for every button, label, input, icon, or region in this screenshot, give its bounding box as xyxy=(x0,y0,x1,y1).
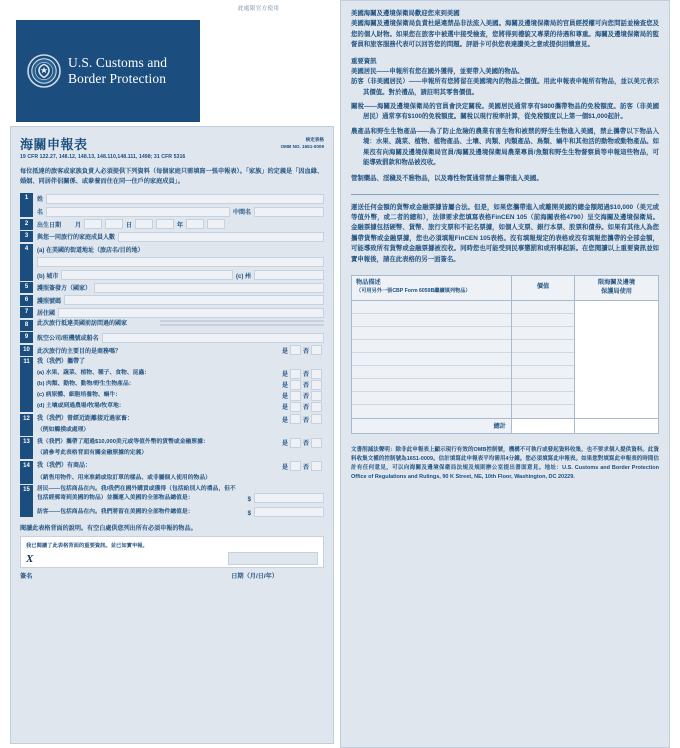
yes-label: 是 xyxy=(281,441,288,448)
carrying-d-label: (d) 土壤或到過農場/牧場/牧草地： xyxy=(37,403,125,410)
signature-date-input[interactable] xyxy=(228,552,318,565)
question-3 xyxy=(20,231,324,242)
table-row[interactable] xyxy=(352,379,511,392)
signature-block xyxy=(20,536,324,568)
table-total-row xyxy=(352,418,658,433)
birthdate-label: 出生日期 xyxy=(37,222,62,229)
question-7 xyxy=(20,307,324,318)
carrying-d-yes-checkbox[interactable] xyxy=(290,402,301,412)
yes-no-group xyxy=(282,461,324,471)
state-label: (c) 州 xyxy=(235,273,251,280)
dhs-cbp-seal-icon xyxy=(27,54,61,88)
table-row[interactable] xyxy=(512,301,574,314)
table-row[interactable] xyxy=(352,392,511,405)
paperwork-reduction-act-notice: 文書削減法聲明：除非此申報表上顯示現行有效的OMB控制號，機構不可執行或發起資料收集，也不要求個人提供資料。此資料收集文權的控制號為1651-0009。估計填寫此申報表平均需用4分鐘。您必須填寫此申報表。如果您對填寫此申報表的時間估計有任何意見，可以向海關及邊境保衛局法規及規則辦公室提出書面意見。地址：U.S. Customs and Border Protection Office of Regulations and Rulings, 90 K Street, NE, 10th Floor, Washington, DC 20229. xyxy=(351,446,659,480)
yes-label: 是 xyxy=(281,417,288,424)
commercial-goods-sublabel: （銷售用物件、用來准銷或取訂單的樣品、或非屬個人使用的物品） xyxy=(37,474,211,481)
table-row[interactable] xyxy=(352,327,511,340)
question-number: 4 xyxy=(20,244,33,281)
question-9 xyxy=(20,332,324,343)
countries-visited-input-1[interactable] xyxy=(160,320,324,322)
signature-line xyxy=(26,552,318,565)
question-12 xyxy=(20,414,324,436)
form-instructions: 每位抵達的旅客或家族負責人必須提供下列資料（每個家庭只需填寫一張申報表）。「家族」的定義是「因血緣、婚姻、同居伴侶關係、或豢養而住在同一住戶的家庭成員」。 xyxy=(20,168,324,185)
omb-approved-label: 核定表格 xyxy=(305,137,324,142)
question-8 xyxy=(20,320,324,331)
carrying-c-no-checkbox[interactable] xyxy=(311,391,322,401)
important-info-heading: 重要資訊 xyxy=(351,57,377,65)
year-label: 年 xyxy=(177,222,184,229)
flight-number-label: 航空公司/班機號或船名 xyxy=(37,336,99,343)
question-number: 7 xyxy=(20,307,33,318)
visitors-total-label: 訪客——包括商品在內。我們將留在美國的全部物件總值是： xyxy=(37,508,194,515)
question-13 xyxy=(20,437,324,459)
cbp-use-column-header xyxy=(574,276,658,300)
agriculture-paragraph: 農產品和野生生物產品——為了防止危險的農業有害生物和被禁的野生生物進入美國，禁止攜帶以下物品入境：水果、蔬菜、植物、植物產品、土壤、肉類、肉類產品、鳥類、蝸牛和其他活的動物或動物產品。如果沒有向海關及邊境保衛局官員/海關及邊境保衛局農業專員/魚類和野生生物督察員等申報這些物品，可能導致罰款和物品被沒收。 xyxy=(351,127,659,166)
question-number: 6 xyxy=(20,295,33,306)
residents-total-label: 居民——包括商品在內。我/我們在國外購買或獲得（包括給別人的禮品，但不包括經郵寄到美國的物品）並攜運入美國的全部物品總值是： xyxy=(37,486,236,501)
middle-name-label: 中間名 xyxy=(232,210,251,217)
us-address-input[interactable] xyxy=(37,257,324,267)
commercial-goods-label: 我（我們）有商品： xyxy=(37,462,92,469)
cfr-citation: 19 CFR 122.27, 148.12, 148.13, 148.110,148.111, 1498; 31 CFR 5316 xyxy=(20,154,186,160)
visitors-paragraph: 訪客（非美國居民）——申報所有您將留在美國境內的物品之價值。用此申報表申報所有物品，並以美元表示其價值。對於禮品，請註明其零售價值。 xyxy=(351,78,659,96)
no-label: 否 xyxy=(302,417,309,424)
total-value-input[interactable] xyxy=(511,419,574,433)
carrying-a-yes-checkbox[interactable] xyxy=(290,369,301,379)
cbp-official-use-column xyxy=(574,301,658,418)
currency-sublabel: （請參考此表格背面有關金融票據的定義） xyxy=(37,450,148,457)
passport-number-input[interactable] xyxy=(64,295,324,305)
commercial-goods-no-checkbox[interactable] xyxy=(311,461,322,471)
value-column xyxy=(511,301,574,418)
carrying-a-no-checkbox[interactable] xyxy=(311,369,322,379)
question-number: 9 xyxy=(20,332,33,343)
question-number: 14 xyxy=(20,461,33,484)
signature-x-mark: X xyxy=(26,552,34,565)
countries-visited-input-2[interactable] xyxy=(160,324,324,326)
welcome-body: 美國海關及邊境保衛局負責杜絕違禁品非法流入美國。海關及邊境保衛局的官員經授權可向您問話並檢查您及您的個人財物。如果您在旅客中被選中接受檢查，您將得到禮貌又專業的待遇和尊重。海關及邊境保衛局的監督員和旅客服務代表可以回答您的問題。評語卡可供您表達讚美之意或提供回饋意見。 xyxy=(351,20,659,49)
omb-number: OMB NO. 1651-0009 xyxy=(280,143,324,149)
signature-caption: 簽名 xyxy=(20,572,33,580)
carrying-c-label: (c) 病原體、細胞培養物、蝸牛： xyxy=(37,392,122,399)
countries-visited-label: 此次旅行抵達美國前訪問過的國家 xyxy=(37,320,128,327)
description-header-line1: 物品描述 xyxy=(356,278,381,286)
total-label: 總計 xyxy=(493,422,506,430)
currency-paragraph: 運送任何金額的貨幣或金融票據皆屬合法。但是，如果您攜帶進入或離開美國的總金額超過$10,000（美元或等值外幣，或二者的總和），法律要求您填寫表格FinCEN 105（前海關表格4790）呈交海關及邊境保衛局。金融票據包括硬幣、貨幣、旅行支票和不記名票據，如個人支票、銀行本票、股票和債券。如果有其他人為您攜帶貨幣或金融票據，您也必須填報FinCEN 105表格。沒有填報規定的表格或沒有填報您攜帶的全部金額，可能導致所有貨幣或金融票據被沒收。同時您也可能受到民事懲罰和或刑事起訴。在您閱讀以上重要資訊並如實申報後，請在此表格的另一面簽名。 xyxy=(351,203,659,263)
form-questions xyxy=(20,193,324,516)
passport-country-label: 護照簽發方（國家） xyxy=(37,286,92,293)
table-row[interactable] xyxy=(512,392,574,405)
business-purpose-no-checkbox[interactable] xyxy=(311,345,322,355)
value-header: 價值 xyxy=(536,283,550,291)
yes-no-group xyxy=(282,369,324,379)
carrying-c-yes-checkbox[interactable] xyxy=(290,391,301,401)
yes-label: 是 xyxy=(281,383,288,390)
carrying-a-label: (a) 水果、蔬菜、植物、種子、食物、昆蟲： xyxy=(37,370,151,377)
yes-label: 是 xyxy=(281,394,288,401)
table-row[interactable] xyxy=(512,405,574,418)
table-row[interactable] xyxy=(512,314,574,327)
agency-name-line2: Border Protection xyxy=(68,71,167,86)
residence-country-input[interactable] xyxy=(58,308,324,318)
business-purpose-label: 此次旅行的主要目的是商務嗎？ xyxy=(37,348,122,355)
controlled-substances-paragraph: 管制藥品、淫穢及不雅物品，以及毒性物質通常禁止攜帶進入美國。 xyxy=(351,175,543,183)
business-purpose-yes-checkbox[interactable] xyxy=(290,345,301,355)
no-label: 否 xyxy=(302,383,309,390)
no-label: 否 xyxy=(302,405,309,412)
birth-month-input-1[interactable] xyxy=(84,219,102,229)
table-row[interactable] xyxy=(352,353,511,366)
birth-year-input-2[interactable] xyxy=(207,219,225,229)
question-5 xyxy=(20,282,324,293)
question-number: 3 xyxy=(20,231,33,242)
total-cbp-use-cell xyxy=(574,419,658,433)
livestock-label: 我（我們）曾經近距離接近過家畜： xyxy=(37,415,134,422)
birth-year-input-1[interactable] xyxy=(186,219,204,229)
birth-day-input-1[interactable] xyxy=(135,219,153,229)
declaration-form-panel xyxy=(10,126,334,744)
yes-label: 是 xyxy=(281,464,288,471)
form-title: 海關申報表 xyxy=(20,137,88,152)
signature-footer xyxy=(20,571,324,580)
agency-name xyxy=(68,55,167,87)
table-row[interactable] xyxy=(512,353,574,366)
carrying-b-no-checkbox[interactable] xyxy=(311,380,322,390)
last-name-input[interactable] xyxy=(46,194,324,204)
date-caption: 日期（月/日/年） xyxy=(231,572,278,580)
commercial-goods-yes-checkbox[interactable] xyxy=(290,461,301,471)
passport-number-label: 護照號碼 xyxy=(37,298,62,305)
dollar-sign: $ xyxy=(247,510,251,517)
dollar-sign: $ xyxy=(247,496,251,503)
currency-label: 我（我們）攜帶了超過$10,000美元或等值外幣的貨幣或金融票據： xyxy=(37,439,209,446)
residents-total-input[interactable] xyxy=(254,493,324,503)
carrying-b-yes-checkbox[interactable] xyxy=(290,380,301,390)
yes-no-group xyxy=(282,414,324,424)
declared-items-table xyxy=(351,275,659,434)
question-number: 2 xyxy=(20,219,33,230)
yes-no-group xyxy=(282,345,324,355)
no-label: 否 xyxy=(302,394,309,401)
cbp-use-header-line1: 限海關及邊境 xyxy=(597,278,636,286)
question-number: 1 xyxy=(20,193,33,217)
form-title-row xyxy=(20,134,324,153)
yes-no-group xyxy=(282,391,324,401)
question-number: 11 xyxy=(20,357,33,412)
question-number: 10 xyxy=(20,345,33,356)
table-row[interactable] xyxy=(352,301,511,314)
read-back-note: 閱讀此表格背面的說明。有空白處供您列出所有必須申報的物品。 xyxy=(20,524,197,532)
yes-label: 是 xyxy=(281,405,288,412)
state-input[interactable] xyxy=(254,270,324,280)
cbp-use-header-line2: 保護局使用 xyxy=(601,287,632,295)
birth-month-input-2[interactable] xyxy=(105,219,123,229)
table-row[interactable] xyxy=(352,340,511,353)
birth-day-input-2[interactable] xyxy=(156,219,174,229)
table-body xyxy=(352,301,658,418)
description-header-line2: （可用另外一張CBP Form 6059B繼續填列物品） xyxy=(356,287,471,294)
form-back-side xyxy=(340,0,670,748)
residence-country-label: 居住國 xyxy=(37,311,56,318)
table-row[interactable] xyxy=(352,366,511,379)
carrying-b-label: (b) 肉類、動物、動物/野生生物產品： xyxy=(37,381,135,388)
omb-block xyxy=(281,134,324,151)
question-number: 5 xyxy=(20,282,33,293)
carrying-d-no-checkbox[interactable] xyxy=(311,402,322,412)
cbp-logo-banner xyxy=(16,20,200,122)
section-divider xyxy=(351,194,659,195)
month-label: 月 xyxy=(75,222,82,229)
question-6 xyxy=(20,295,324,306)
first-name-input[interactable] xyxy=(46,207,230,217)
yes-no-group xyxy=(282,380,324,390)
no-label: 否 xyxy=(302,372,309,379)
question-number: 8 xyxy=(20,320,33,331)
certification-statement: 我已閱讀了此表格背面的重要資訊。並已如實申報。 xyxy=(26,542,148,549)
us-address-label: (a) 在美國的街道地址（旅店名/目的地） xyxy=(37,247,144,254)
question-11 xyxy=(20,357,324,412)
livestock-sublabel: （例如觸摸或處理） xyxy=(37,426,90,433)
description-column-header xyxy=(352,276,511,300)
livestock-yes-checkbox[interactable] xyxy=(290,414,301,424)
flight-number-input[interactable] xyxy=(102,333,324,343)
table-row[interactable] xyxy=(512,340,574,353)
table-row[interactable] xyxy=(512,379,574,392)
table-row[interactable] xyxy=(512,366,574,379)
city-input[interactable] xyxy=(61,270,233,280)
table-header-row xyxy=(352,276,658,301)
yes-label: 是 xyxy=(281,372,288,379)
yes-label: 是 xyxy=(281,348,288,355)
table-row[interactable] xyxy=(352,405,511,418)
city-label: (b) 城市 xyxy=(37,273,59,280)
question-4 xyxy=(20,244,324,281)
first-name-label: 名 xyxy=(37,210,44,217)
duty-paragraph: 關稅——海關及邊境保衛局的官員會決定關稅。美國居民通常享有$800攜帶物品的免稅額度。訪客（非美國居民）通常享有$100的免稅額度。關稅以現行稅率計算，從免稅額度以上第一個$1,000起計。 xyxy=(351,103,659,121)
last-name-label: 姓 xyxy=(37,197,44,204)
table-row[interactable] xyxy=(352,314,511,327)
family-members-label: 與您一同旅行的家庭成員人數 xyxy=(37,235,116,242)
question-10 xyxy=(20,345,324,356)
visitors-total-input[interactable] xyxy=(254,507,324,517)
yes-no-group xyxy=(282,438,324,448)
official-use-label: 此處限官方使用 xyxy=(238,6,280,12)
no-label: 否 xyxy=(302,441,309,448)
question-14 xyxy=(20,461,324,484)
passport-country-input[interactable] xyxy=(94,283,324,293)
currency-no-checkbox[interactable] xyxy=(311,438,322,448)
question-number: 15 xyxy=(20,485,33,516)
table-row[interactable] xyxy=(512,327,574,340)
middle-name-input[interactable] xyxy=(254,207,324,217)
value-column-header xyxy=(511,276,574,300)
question-number: 13 xyxy=(20,437,33,459)
family-members-input[interactable] xyxy=(118,232,324,242)
question-number: 12 xyxy=(20,414,33,436)
currency-yes-checkbox[interactable] xyxy=(290,438,301,448)
agency-name-line1: U.S. Customs and xyxy=(68,55,168,71)
question-2 xyxy=(20,219,324,230)
question-1 xyxy=(20,193,324,217)
residents-paragraph: 美國居民——申報所有您在國外獲得，並要帶入美國的物品。 xyxy=(351,67,524,75)
welcome-heading: 美國海關及邊境保衛局歡迎您來到美國 xyxy=(351,10,460,17)
description-column xyxy=(352,301,511,418)
livestock-no-checkbox[interactable] xyxy=(311,414,322,424)
no-label: 否 xyxy=(302,464,309,471)
day-label: 日 xyxy=(126,222,133,229)
question-15 xyxy=(20,485,324,516)
no-label: 否 xyxy=(302,348,309,355)
carrying-label: 我（我們）攜帶了 xyxy=(37,359,86,366)
yes-no-group xyxy=(282,402,324,412)
